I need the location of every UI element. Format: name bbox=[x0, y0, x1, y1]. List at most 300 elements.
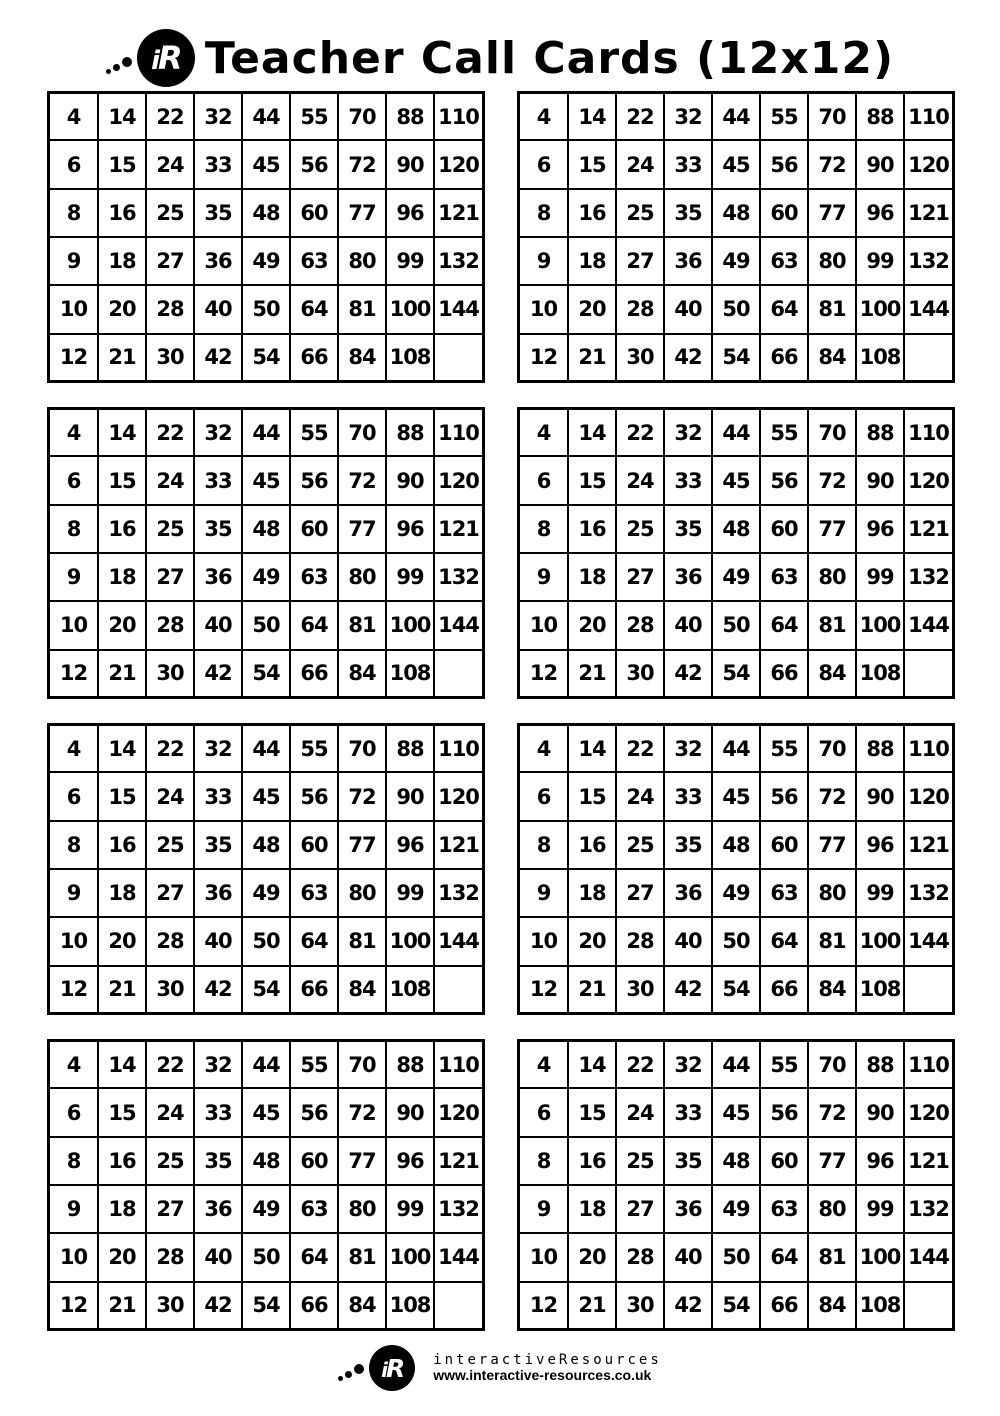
number-cell: 30 bbox=[146, 1282, 194, 1328]
number-cell: 66 bbox=[290, 650, 338, 696]
table-row bbox=[520, 94, 952, 140]
number-cell: 14 bbox=[568, 1042, 616, 1088]
number-cell: 54 bbox=[712, 1282, 760, 1328]
number-cell: 40 bbox=[194, 285, 242, 333]
number-cell: 35 bbox=[194, 1137, 242, 1185]
number-cell: 4 bbox=[520, 1042, 568, 1088]
number-cell: 16 bbox=[568, 505, 616, 553]
number-cell: 8 bbox=[520, 189, 568, 237]
number-cell: 99 bbox=[856, 553, 904, 601]
number-cell: 18 bbox=[568, 237, 616, 285]
number-cell: 84 bbox=[338, 650, 386, 696]
number-cell: 44 bbox=[242, 1042, 290, 1088]
call-card bbox=[47, 723, 485, 1015]
table-row bbox=[520, 140, 952, 188]
number-cell: 77 bbox=[808, 1137, 856, 1185]
number-cell: 56 bbox=[760, 772, 808, 820]
number-cell: 30 bbox=[616, 1282, 664, 1328]
number-cell: 55 bbox=[760, 1042, 808, 1088]
number-cell: 35 bbox=[664, 189, 712, 237]
number-cell: 81 bbox=[808, 917, 856, 965]
number-cell: 44 bbox=[712, 726, 760, 772]
number-cell: 56 bbox=[290, 456, 338, 504]
number-cell: 27 bbox=[146, 553, 194, 601]
number-cell: 120 bbox=[904, 456, 952, 504]
table-row bbox=[50, 917, 482, 965]
number-cell: 42 bbox=[664, 966, 712, 1012]
number-cell: 60 bbox=[760, 821, 808, 869]
number-cell: 16 bbox=[98, 189, 146, 237]
number-cell: 24 bbox=[616, 456, 664, 504]
number-cell: 18 bbox=[98, 1185, 146, 1233]
number-cell: 120 bbox=[904, 1088, 952, 1136]
number-cell: 42 bbox=[194, 334, 242, 380]
number-cell: 70 bbox=[338, 410, 386, 456]
number-cell: 32 bbox=[664, 1042, 712, 1088]
number-cell: 24 bbox=[616, 772, 664, 820]
number-cell: 18 bbox=[568, 1185, 616, 1233]
number-cell: 100 bbox=[386, 285, 434, 333]
table-row bbox=[520, 772, 952, 820]
table-row bbox=[520, 966, 952, 1012]
footer-text bbox=[433, 1353, 662, 1384]
table-row bbox=[50, 1185, 482, 1233]
number-cell: 63 bbox=[290, 869, 338, 917]
number-cell: 108 bbox=[856, 650, 904, 696]
number-cell: 49 bbox=[242, 237, 290, 285]
number-cell: 144 bbox=[904, 917, 952, 965]
number-cell: 110 bbox=[434, 410, 482, 456]
number-cell: 25 bbox=[146, 1137, 194, 1185]
number-cell: 44 bbox=[242, 94, 290, 140]
number-cell: 18 bbox=[568, 553, 616, 601]
number-cell: 50 bbox=[242, 1233, 290, 1281]
number-cell: 27 bbox=[146, 1185, 194, 1233]
number-cell: 99 bbox=[386, 1185, 434, 1233]
number-cell: 12 bbox=[50, 650, 98, 696]
call-card bbox=[47, 1039, 485, 1331]
number-cell: 88 bbox=[856, 1042, 904, 1088]
number-cell: 49 bbox=[242, 869, 290, 917]
number-cell: 88 bbox=[386, 1042, 434, 1088]
number-cell: 54 bbox=[712, 650, 760, 696]
number-cell: 20 bbox=[568, 1233, 616, 1281]
number-cell: 28 bbox=[146, 285, 194, 333]
number-cell: 27 bbox=[616, 553, 664, 601]
call-card bbox=[47, 91, 485, 383]
number-cell: 55 bbox=[290, 94, 338, 140]
number-cell: 66 bbox=[760, 650, 808, 696]
table-row bbox=[520, 1088, 952, 1136]
number-cell: 72 bbox=[808, 140, 856, 188]
number-cell: 144 bbox=[434, 601, 482, 649]
number-cell: 144 bbox=[434, 285, 482, 333]
number-cell: 132 bbox=[434, 237, 482, 285]
number-cell: 81 bbox=[808, 285, 856, 333]
number-cell: 15 bbox=[568, 140, 616, 188]
number-cell bbox=[434, 1282, 482, 1328]
number-cell: 35 bbox=[664, 505, 712, 553]
number-cell: 8 bbox=[520, 821, 568, 869]
number-cell: 32 bbox=[194, 726, 242, 772]
number-cell: 22 bbox=[146, 1042, 194, 1088]
table-row bbox=[50, 334, 482, 380]
number-cell: 84 bbox=[808, 966, 856, 1012]
number-cell: 88 bbox=[856, 726, 904, 772]
number-cell: 40 bbox=[664, 917, 712, 965]
number-cell: 24 bbox=[146, 772, 194, 820]
number-cell: 121 bbox=[434, 1137, 482, 1185]
number-cell: 22 bbox=[616, 726, 664, 772]
number-cell: 16 bbox=[568, 821, 616, 869]
number-cell: 44 bbox=[712, 1042, 760, 1088]
number-cell: 30 bbox=[146, 966, 194, 1012]
table-row bbox=[50, 726, 482, 772]
number-cell: 110 bbox=[904, 1042, 952, 1088]
number-cell: 28 bbox=[616, 601, 664, 649]
number-cell: 14 bbox=[98, 94, 146, 140]
number-cell: 21 bbox=[568, 1282, 616, 1328]
table-row bbox=[520, 1042, 952, 1088]
table-row bbox=[520, 726, 952, 772]
number-cell: 44 bbox=[712, 94, 760, 140]
number-cell: 72 bbox=[338, 140, 386, 188]
number-cell: 80 bbox=[808, 237, 856, 285]
number-cell: 12 bbox=[520, 650, 568, 696]
number-cell: 56 bbox=[290, 1088, 338, 1136]
call-card-table bbox=[520, 1042, 952, 1328]
number-cell: 9 bbox=[50, 1185, 98, 1233]
number-cell: 63 bbox=[290, 553, 338, 601]
number-cell: 8 bbox=[50, 505, 98, 553]
number-cell: 55 bbox=[290, 1042, 338, 1088]
number-cell: 40 bbox=[664, 285, 712, 333]
number-cell: 49 bbox=[712, 237, 760, 285]
number-cell: 21 bbox=[98, 334, 146, 380]
number-cell: 88 bbox=[856, 94, 904, 140]
number-cell: 33 bbox=[194, 772, 242, 820]
number-cell: 90 bbox=[386, 772, 434, 820]
number-cell: 120 bbox=[434, 456, 482, 504]
number-cell: 100 bbox=[856, 285, 904, 333]
number-cell: 42 bbox=[664, 650, 712, 696]
number-cell: 32 bbox=[194, 94, 242, 140]
number-cell: 64 bbox=[760, 1233, 808, 1281]
number-cell: 36 bbox=[664, 869, 712, 917]
number-cell: 12 bbox=[520, 1282, 568, 1328]
number-cell: 99 bbox=[386, 237, 434, 285]
number-cell bbox=[904, 966, 952, 1012]
table-row bbox=[520, 1137, 952, 1185]
call-card bbox=[517, 407, 955, 699]
number-cell: 9 bbox=[520, 869, 568, 917]
number-cell: 45 bbox=[712, 456, 760, 504]
number-cell: 80 bbox=[338, 869, 386, 917]
number-cell: 42 bbox=[194, 1282, 242, 1328]
number-cell: 121 bbox=[904, 821, 952, 869]
number-cell: 20 bbox=[98, 1233, 146, 1281]
table-row bbox=[50, 869, 482, 917]
number-cell: 64 bbox=[760, 285, 808, 333]
number-cell: 99 bbox=[386, 553, 434, 601]
number-cell: 70 bbox=[808, 1042, 856, 1088]
number-cell: 110 bbox=[434, 1042, 482, 1088]
number-cell: 56 bbox=[760, 140, 808, 188]
call-card-table bbox=[520, 726, 952, 1012]
number-cell: 14 bbox=[98, 726, 146, 772]
number-cell: 72 bbox=[338, 456, 386, 504]
number-cell: 12 bbox=[50, 334, 98, 380]
number-cell: 45 bbox=[242, 140, 290, 188]
number-cell: 25 bbox=[146, 821, 194, 869]
number-cell: 35 bbox=[194, 821, 242, 869]
number-cell: 14 bbox=[568, 726, 616, 772]
number-cell: 14 bbox=[568, 410, 616, 456]
number-cell: 15 bbox=[98, 456, 146, 504]
number-cell: 32 bbox=[664, 726, 712, 772]
number-cell: 70 bbox=[808, 726, 856, 772]
number-cell: 44 bbox=[712, 410, 760, 456]
number-cell: 60 bbox=[290, 189, 338, 237]
number-cell: 36 bbox=[664, 553, 712, 601]
number-cell: 21 bbox=[568, 966, 616, 1012]
number-cell: 80 bbox=[808, 1185, 856, 1233]
number-cell: 35 bbox=[664, 821, 712, 869]
number-cell: 8 bbox=[50, 821, 98, 869]
number-cell: 90 bbox=[856, 456, 904, 504]
number-cell: 28 bbox=[146, 917, 194, 965]
number-cell: 60 bbox=[290, 1137, 338, 1185]
number-cell: 15 bbox=[98, 772, 146, 820]
table-row bbox=[50, 237, 482, 285]
number-cell: 90 bbox=[386, 1088, 434, 1136]
number-cell: 132 bbox=[904, 869, 952, 917]
call-cards-grid bbox=[47, 91, 955, 1335]
number-cell: 25 bbox=[616, 821, 664, 869]
page-header bbox=[0, 20, 1000, 96]
number-cell: 18 bbox=[98, 553, 146, 601]
number-cell: 32 bbox=[664, 94, 712, 140]
number-cell: 30 bbox=[616, 334, 664, 380]
number-cell: 45 bbox=[712, 772, 760, 820]
call-card-table bbox=[50, 1042, 482, 1328]
number-cell: 20 bbox=[98, 285, 146, 333]
number-cell: 22 bbox=[146, 94, 194, 140]
number-cell: 77 bbox=[338, 505, 386, 553]
number-cell: 99 bbox=[856, 869, 904, 917]
number-cell: 28 bbox=[616, 917, 664, 965]
number-cell: 60 bbox=[760, 189, 808, 237]
number-cell: 56 bbox=[290, 140, 338, 188]
number-cell: 110 bbox=[434, 726, 482, 772]
table-row bbox=[520, 1282, 952, 1328]
number-cell: 99 bbox=[856, 237, 904, 285]
number-cell: 36 bbox=[194, 553, 242, 601]
call-card bbox=[517, 1039, 955, 1331]
number-cell: 64 bbox=[290, 601, 338, 649]
number-cell: 48 bbox=[712, 505, 760, 553]
number-cell: 28 bbox=[146, 1233, 194, 1281]
number-cell: 36 bbox=[194, 1185, 242, 1233]
number-cell: 4 bbox=[50, 1042, 98, 1088]
interactive-resources-logo-icon: iR bbox=[137, 29, 195, 87]
number-cell: 24 bbox=[146, 140, 194, 188]
number-cell: 132 bbox=[904, 1185, 952, 1233]
number-cell: 108 bbox=[856, 334, 904, 380]
number-cell: 110 bbox=[904, 410, 952, 456]
number-cell: 50 bbox=[242, 601, 290, 649]
number-cell: 50 bbox=[712, 285, 760, 333]
number-cell: 121 bbox=[904, 1137, 952, 1185]
number-cell: 4 bbox=[50, 410, 98, 456]
number-cell: 84 bbox=[338, 1282, 386, 1328]
number-cell: 28 bbox=[616, 1233, 664, 1281]
number-cell: 16 bbox=[568, 189, 616, 237]
number-cell: 10 bbox=[50, 917, 98, 965]
number-cell: 84 bbox=[808, 650, 856, 696]
number-cell: 42 bbox=[194, 966, 242, 1012]
number-cell: 55 bbox=[760, 410, 808, 456]
number-cell: 15 bbox=[98, 140, 146, 188]
number-cell: 15 bbox=[568, 456, 616, 504]
number-cell: 32 bbox=[194, 410, 242, 456]
number-cell: 100 bbox=[856, 601, 904, 649]
number-cell: 30 bbox=[616, 650, 664, 696]
number-cell: 80 bbox=[808, 553, 856, 601]
number-cell: 120 bbox=[434, 1088, 482, 1136]
number-cell: 80 bbox=[808, 869, 856, 917]
call-card-table bbox=[50, 94, 482, 380]
number-cell: 22 bbox=[616, 94, 664, 140]
number-cell: 88 bbox=[386, 410, 434, 456]
number-cell: 24 bbox=[616, 140, 664, 188]
number-cell: 64 bbox=[760, 601, 808, 649]
number-cell: 108 bbox=[386, 966, 434, 1012]
number-cell: 6 bbox=[50, 1088, 98, 1136]
number-cell: 33 bbox=[194, 140, 242, 188]
number-cell: 50 bbox=[712, 917, 760, 965]
number-cell: 50 bbox=[712, 1233, 760, 1281]
number-cell: 50 bbox=[242, 917, 290, 965]
number-cell: 66 bbox=[760, 334, 808, 380]
number-cell: 6 bbox=[520, 1088, 568, 1136]
number-cell: 22 bbox=[616, 1042, 664, 1088]
number-cell: 144 bbox=[434, 917, 482, 965]
number-cell: 21 bbox=[568, 334, 616, 380]
number-cell: 121 bbox=[904, 505, 952, 553]
logo-dots bbox=[106, 38, 134, 78]
table-row bbox=[50, 189, 482, 237]
call-card-table bbox=[50, 726, 482, 1012]
number-cell: 60 bbox=[290, 505, 338, 553]
number-cell: 4 bbox=[520, 726, 568, 772]
number-cell: 44 bbox=[242, 410, 290, 456]
number-cell: 20 bbox=[568, 285, 616, 333]
number-cell: 54 bbox=[242, 966, 290, 1012]
number-cell: 84 bbox=[338, 334, 386, 380]
page-footer bbox=[0, 1338, 1000, 1398]
number-cell: 16 bbox=[98, 821, 146, 869]
number-cell: 33 bbox=[664, 140, 712, 188]
number-cell: 120 bbox=[904, 140, 952, 188]
number-cell: 28 bbox=[616, 285, 664, 333]
table-row bbox=[50, 966, 482, 1012]
number-cell: 40 bbox=[194, 917, 242, 965]
number-cell: 100 bbox=[856, 1233, 904, 1281]
number-cell: 99 bbox=[856, 1185, 904, 1233]
number-cell: 56 bbox=[290, 772, 338, 820]
number-cell: 48 bbox=[242, 1137, 290, 1185]
number-cell: 90 bbox=[386, 140, 434, 188]
number-cell: 64 bbox=[290, 285, 338, 333]
number-cell: 24 bbox=[146, 1088, 194, 1136]
number-cell: 40 bbox=[194, 601, 242, 649]
number-cell: 36 bbox=[664, 237, 712, 285]
table-row bbox=[50, 410, 482, 456]
number-cell: 35 bbox=[194, 505, 242, 553]
number-cell: 64 bbox=[290, 1233, 338, 1281]
number-cell: 33 bbox=[194, 456, 242, 504]
table-row bbox=[520, 917, 952, 965]
number-cell: 63 bbox=[290, 237, 338, 285]
number-cell: 66 bbox=[290, 966, 338, 1012]
table-row bbox=[520, 285, 952, 333]
number-cell: 21 bbox=[98, 650, 146, 696]
table-row bbox=[50, 1042, 482, 1088]
footer-logo bbox=[338, 1345, 415, 1391]
number-cell: 27 bbox=[616, 869, 664, 917]
number-cell: 35 bbox=[664, 1137, 712, 1185]
number-cell: 70 bbox=[808, 410, 856, 456]
call-card bbox=[517, 91, 955, 383]
number-cell: 99 bbox=[386, 869, 434, 917]
number-cell: 12 bbox=[50, 1282, 98, 1328]
number-cell: 12 bbox=[520, 966, 568, 1012]
number-cell: 77 bbox=[338, 821, 386, 869]
number-cell: 4 bbox=[520, 94, 568, 140]
number-cell: 56 bbox=[760, 1088, 808, 1136]
number-cell: 81 bbox=[338, 285, 386, 333]
number-cell: 90 bbox=[856, 1088, 904, 1136]
number-cell: 6 bbox=[520, 140, 568, 188]
number-cell: 63 bbox=[760, 869, 808, 917]
number-cell: 30 bbox=[146, 650, 194, 696]
number-cell: 27 bbox=[146, 869, 194, 917]
table-row bbox=[520, 456, 952, 504]
number-cell: 6 bbox=[520, 772, 568, 820]
number-cell: 110 bbox=[904, 94, 952, 140]
table-row bbox=[50, 553, 482, 601]
number-cell: 42 bbox=[664, 1282, 712, 1328]
number-cell: 40 bbox=[664, 601, 712, 649]
number-cell: 9 bbox=[520, 1185, 568, 1233]
number-cell: 48 bbox=[242, 505, 290, 553]
table-row bbox=[50, 772, 482, 820]
number-cell: 64 bbox=[290, 917, 338, 965]
number-cell: 132 bbox=[904, 237, 952, 285]
number-cell: 33 bbox=[664, 772, 712, 820]
number-cell: 10 bbox=[520, 917, 568, 965]
number-cell: 72 bbox=[808, 772, 856, 820]
table-row bbox=[520, 1185, 952, 1233]
number-cell: 49 bbox=[712, 869, 760, 917]
number-cell: 55 bbox=[290, 726, 338, 772]
footer-brand: interactiveResources bbox=[433, 1351, 662, 1368]
number-cell: 55 bbox=[290, 410, 338, 456]
number-cell: 81 bbox=[338, 601, 386, 649]
number-cell: 27 bbox=[616, 1185, 664, 1233]
number-cell: 96 bbox=[386, 821, 434, 869]
